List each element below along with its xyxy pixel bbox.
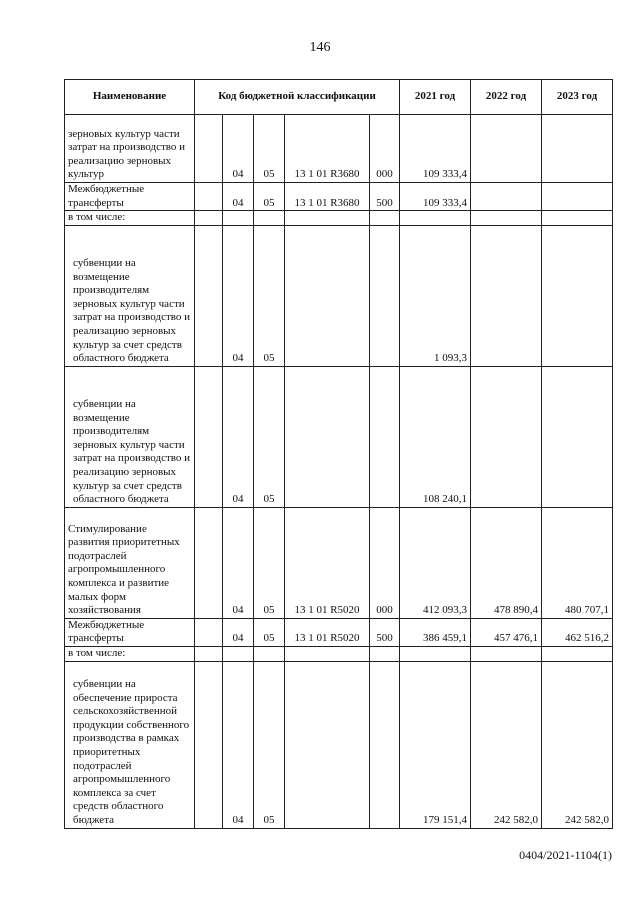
table-row: [65, 661, 613, 828]
row-name: Стимулирование развития приоритетных подотраслей агропромышленного комплекса и развитие малых форм хозяйствования: [65, 507, 195, 618]
code-section: 04: [223, 618, 254, 646]
code-target: [285, 225, 370, 366]
code-section: 04: [223, 225, 254, 366]
value-2021: 386 459,1: [400, 618, 471, 646]
code-section: 04: [223, 183, 254, 211]
value-2021: 1 093,3: [400, 225, 471, 366]
value-2021: 412 093,3: [400, 507, 471, 618]
row-name: субвенции на обеспечение прироста сельскохозяйственной продукции собственного производства в рамках приоритетных подотраслей агропромышленного комплекса за счет средств областного бюджета: [65, 661, 195, 828]
value-2023: [542, 366, 613, 507]
code-target: [285, 366, 370, 507]
code-subsection: 05: [254, 366, 285, 507]
code-target: [285, 661, 370, 828]
table-row: [65, 211, 613, 226]
row-name: субвенции на возмещение производителям зерновых культур части затрат на производство и реализацию зерновых культур за счет средств областного бюджета: [65, 225, 195, 366]
code-subsection: 05: [254, 661, 285, 828]
value-2021: 109 333,4: [400, 115, 471, 183]
code-target: 13 1 01 R5020: [285, 507, 370, 618]
row-name: Межбюджетные трансферты: [65, 183, 195, 211]
value-2023: [542, 183, 613, 211]
code-subsection: 05: [254, 115, 285, 183]
value-2022: [471, 366, 542, 507]
value-2023: [542, 115, 613, 183]
code-subsection: 05: [254, 507, 285, 618]
code-expense-type: 000: [370, 507, 400, 618]
page-number: 146: [309, 40, 331, 55]
code-target: 13 1 01 R3680: [285, 115, 370, 183]
code-expense-type: [370, 225, 400, 366]
header-name: Наименование: [65, 80, 195, 115]
table-row: [65, 183, 613, 211]
document-code: 0404/2021-1104(1): [519, 848, 612, 862]
code-target: 13 1 01 R5020: [285, 618, 370, 646]
code-expense-type: [370, 366, 400, 507]
table-row: [65, 366, 613, 507]
value-2023: 462 516,2: [542, 618, 613, 646]
value-2022: [471, 225, 542, 366]
value-2022: 457 476,1: [471, 618, 542, 646]
row-name: в том числе:: [65, 211, 195, 226]
header-2021: 2021 год: [400, 80, 471, 115]
table-row: [65, 225, 613, 366]
code-subsection: 05: [254, 225, 285, 366]
code-expense-type: 500: [370, 183, 400, 211]
value-2023: 480 707,1: [542, 507, 613, 618]
code-expense-type: [370, 661, 400, 828]
table-row: [65, 507, 613, 618]
row-name: зерновых культур части затрат на производство и реализацию зерновых культур: [65, 115, 195, 183]
table-row: [65, 115, 613, 183]
table-row: [65, 646, 613, 661]
value-2023: 242 582,0: [542, 661, 613, 828]
value-2022: [471, 183, 542, 211]
code-expense-type: 500: [370, 618, 400, 646]
value-2023: [542, 225, 613, 366]
header-2023: 2023 год: [542, 80, 613, 115]
value-2022: [471, 115, 542, 183]
row-name: в том числе:: [65, 646, 195, 661]
budget-table: [64, 79, 613, 829]
row-name: Межбюджетные трансферты: [65, 618, 195, 646]
code-section: 04: [223, 661, 254, 828]
code-section: 04: [223, 507, 254, 618]
value-2022: 242 582,0: [471, 661, 542, 828]
code-section: 04: [223, 115, 254, 183]
code-target: 13 1 01 R3680: [285, 183, 370, 211]
value-2021: 108 240,1: [400, 366, 471, 507]
code-section: 04: [223, 366, 254, 507]
table-row: [65, 618, 613, 646]
code-expense-type: 000: [370, 115, 400, 183]
row-name: субвенции на возмещение производителям зерновых культур части затрат на производство и реализацию зерновых культур за счет средств областного бюджета: [65, 366, 195, 507]
value-2021: 179 151,4: [400, 661, 471, 828]
code-subsection: 05: [254, 183, 285, 211]
header-2022: 2022 год: [471, 80, 542, 115]
header-code: Код бюджетной классификации: [195, 80, 400, 115]
value-2021: 109 333,4: [400, 183, 471, 211]
value-2022: 478 890,4: [471, 507, 542, 618]
code-subsection: 05: [254, 618, 285, 646]
header-row: [65, 80, 613, 115]
